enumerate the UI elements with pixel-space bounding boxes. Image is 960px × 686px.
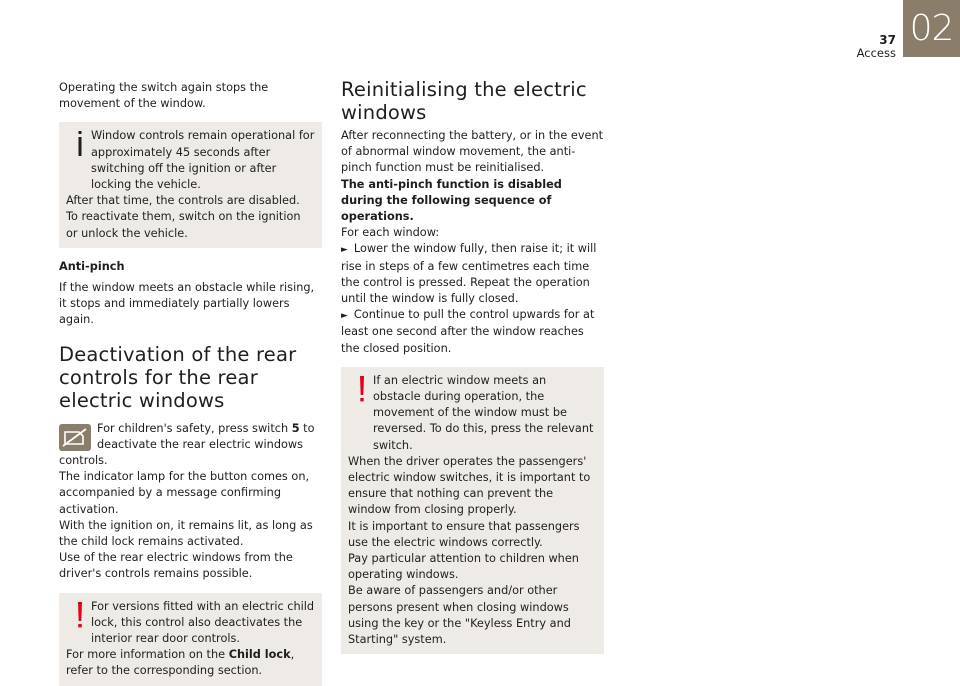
warning-icon	[355, 375, 369, 403]
paragraph: Operating the switch again stops the movement of the window.	[59, 81, 269, 111]
text: For more information on the	[66, 648, 229, 662]
right-column	[341, 78, 604, 654]
paragraph: Use of the rear electric windows from the driver's controls remains possible.	[59, 551, 293, 581]
text: , refer to the corresponding section.	[66, 648, 295, 678]
warning-note	[341, 367, 604, 654]
paragraph-bold: The anti-pinch function is disabled during the following sequence of operations.	[341, 177, 562, 224]
page-number: 37	[879, 33, 896, 47]
paragraph: After reconnecting the battery, or in the event of abnormal window movement, the anti-pinch function must be reinitialised.	[341, 129, 604, 175]
note-text: After that time, the controls are disabled.	[66, 194, 300, 208]
note-text: It is important to ensure that passengers use the electric windows correctly.	[348, 519, 580, 549]
note-text: To reactivate them, switch on the ignition or unlock the vehicle.	[66, 210, 301, 240]
step-1	[341, 241, 604, 307]
step-text: Lower the window fully, then raise it; it will rise in steps of a few centimetres each time the control is pressed. Repeat the operation until the window is fully closed.	[341, 242, 597, 306]
text: For children's safety, press switch	[97, 421, 292, 435]
section-heading-reinitialising: Reinitialising the electric windows	[341, 78, 587, 124]
note-text: Be aware of passengers and/or other persons present when closing windows using the key or the "Keyless Entry and Starting" system.	[348, 584, 571, 647]
paragraph	[59, 421, 322, 470]
info-icon	[73, 130, 87, 158]
left-column	[59, 80, 322, 686]
switch-number: 5	[291, 421, 300, 435]
note-text: When the driver operates the passengers' electric window switches, it is important to ensure that nothing can prevent the window from closing properly.	[348, 454, 591, 517]
deactivation-block	[59, 421, 322, 583]
child-lock-window-icon	[59, 424, 91, 451]
arrow-icon: ►	[341, 245, 348, 256]
paragraph: With the ignition on, it remains lit, as long as the child lock remains activated.	[59, 518, 313, 549]
paragraph: If the window meets an obstacle while rising, it stops and immediately partially lowers again.	[59, 281, 315, 327]
warning-icon	[73, 601, 87, 629]
subheading-anti-pinch: Anti-pinch	[59, 259, 125, 273]
chapter-tab: 02	[903, 0, 960, 57]
arrow-icon: ►	[341, 311, 348, 322]
step-text: Continue to pull the control upwards for at least one second after the window reaches the closed position.	[341, 308, 595, 355]
paragraph: The indicator lamp for the button comes on, accompanied by a message confirming activation.	[59, 470, 310, 516]
note-text: If an electric window meets an obstacle during operation, the movement of the window must be reversed. To do this, press the relevant switch.	[373, 373, 594, 452]
note-text: For versions fitted with an electric child lock, this control also deactivates the interior rear door controls.	[91, 599, 315, 646]
text-bold: Child lock	[228, 648, 291, 662]
warning-note	[59, 593, 322, 686]
note-text: Window controls remain operational for approximately 45 seconds after switching off the ignition or after locking the vehicle.	[91, 129, 315, 192]
section-title: Access	[856, 46, 896, 60]
note-text	[66, 647, 315, 679]
info-note	[59, 122, 322, 247]
note-text: Pay particular attention to children when operating windows.	[348, 552, 579, 582]
text: to deactivate the rear electric windows controls.	[59, 421, 315, 468]
paragraph: For each window:	[341, 226, 440, 240]
section-heading-deactivation: Deactivation of the rear controls for the rear electric windows	[59, 342, 297, 412]
step-2	[341, 307, 604, 357]
